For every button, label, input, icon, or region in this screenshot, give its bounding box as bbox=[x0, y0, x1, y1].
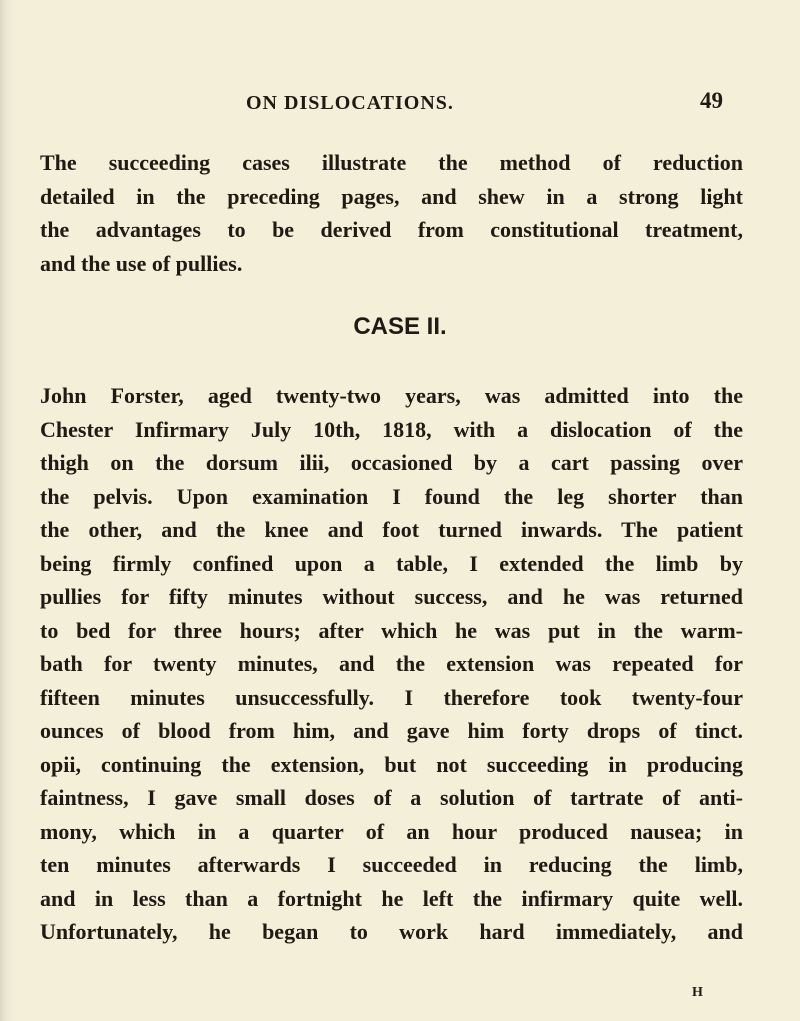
text-line: detailed in the preceding pages, and shew in a strong light bbox=[40, 183, 743, 209]
text-line: thigh on the dorsum ilii, occasioned by a cart passing over bbox=[40, 450, 743, 475]
text-line: John Forster, aged twenty-two years, was admitted into the bbox=[40, 383, 743, 408]
text-line: Unfortunately, he began to work hard immediately, and bbox=[40, 919, 743, 944]
text-line: bath for twenty minutes, and the extension was repeated for bbox=[40, 651, 743, 676]
text-line: being firmly confined upon a table, I extended the limb by bbox=[40, 550, 743, 576]
signature-mark: H bbox=[692, 985, 703, 1000]
text-line: to bed for three hours; after which he was put in the warm- bbox=[40, 617, 743, 643]
text-line: opii, continuing the extension, but not succeeding in producing bbox=[40, 751, 743, 777]
text-line: and the use of pullies. bbox=[40, 250, 243, 276]
paragraph-case bbox=[40, 379, 743, 949]
text-line: Chester Infirmary July 10th, 1818, with a dislocation of the bbox=[40, 416, 743, 442]
text-line: pullies for fifty minutes without success, and he was returned bbox=[40, 584, 743, 609]
text-line: fifteen minutes unsuccessfully. I therefore took twenty-four bbox=[40, 684, 743, 710]
page-header bbox=[0, 88, 800, 118]
text-line: mony, which in a quarter of an hour produced nausea; in bbox=[40, 818, 743, 844]
text-line: the advantages to be derived from constitutional treatment, bbox=[40, 217, 743, 242]
paragraph-intro bbox=[40, 146, 743, 280]
text-line: the other, and the knee and foot turned inwards. The patient bbox=[40, 517, 743, 542]
text-line: and in less than a fortnight he left the infirmary quite well. bbox=[40, 885, 743, 911]
text-line: faintness, I gave small doses of a solution of tartrate of anti- bbox=[40, 785, 743, 810]
running-head: ON DISLOCATIONS. bbox=[246, 92, 454, 114]
text-line: The succeeding cases illustrate the method of reduction bbox=[40, 150, 743, 175]
case-heading: CASE II. bbox=[353, 313, 447, 340]
page-number: 49 bbox=[700, 88, 723, 113]
text-line: ounces of blood from him, and gave him forty drops of tinct. bbox=[40, 718, 743, 743]
text-line: ten minutes afterwards I succeeded in reducing the limb, bbox=[40, 852, 743, 877]
text-line: the pelvis. Upon examination I found the leg shorter than bbox=[40, 483, 743, 509]
